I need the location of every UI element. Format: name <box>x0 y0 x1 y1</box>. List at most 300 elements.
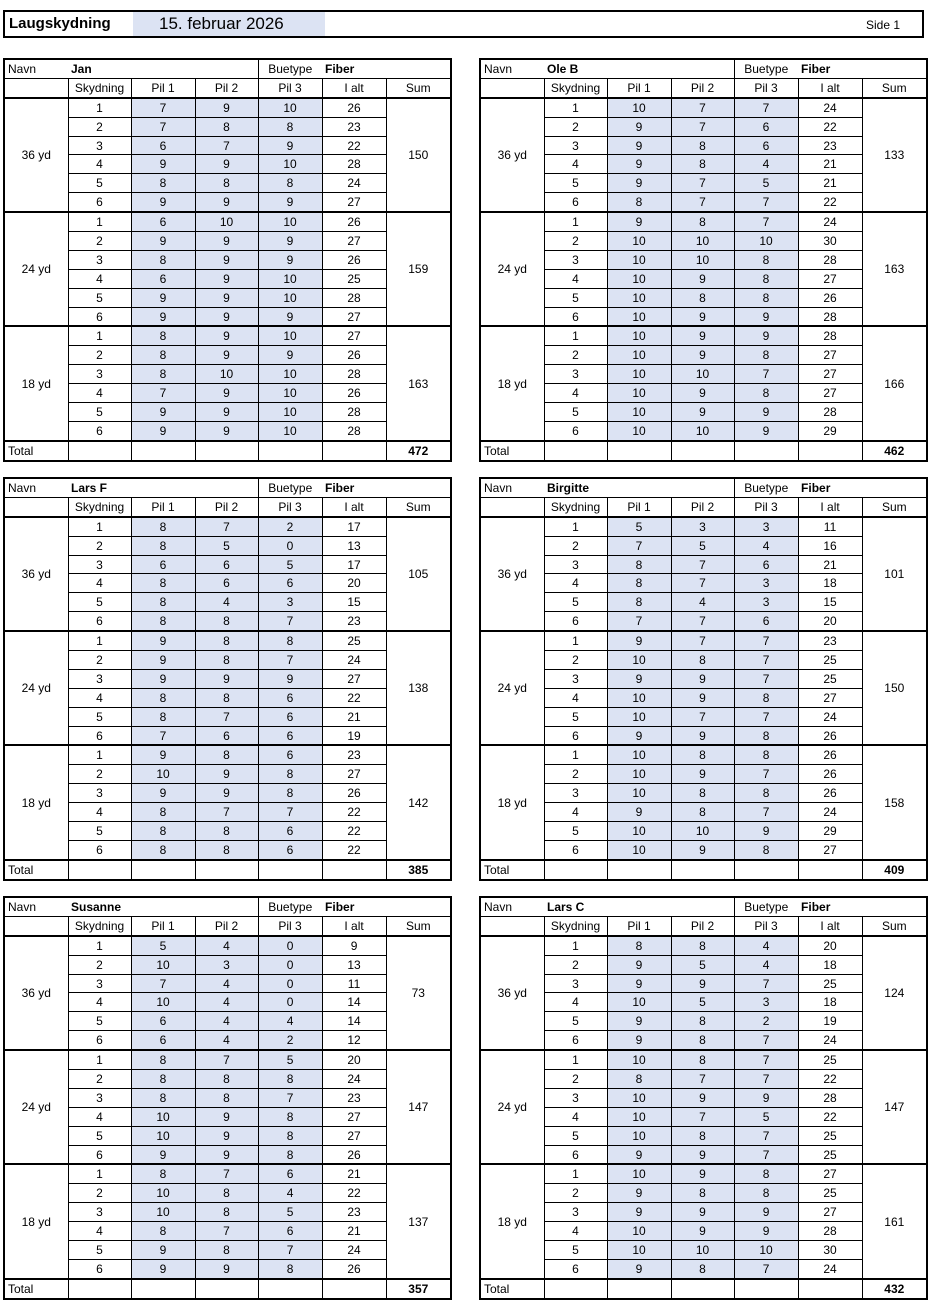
round-sum: 137 <box>386 1164 451 1278</box>
arrow-1-score: 10 <box>131 1126 195 1145</box>
arrow-2-score: 8 <box>671 784 734 803</box>
round-sum: 142 <box>386 745 451 859</box>
end-row <box>4 726 451 745</box>
end-total: 30 <box>798 232 862 251</box>
end-number: 1 <box>68 936 131 955</box>
distance-header <box>480 497 544 516</box>
arrow-1-score: 8 <box>131 517 195 536</box>
navn-label: Navn <box>4 478 68 497</box>
end-total: 25 <box>322 631 386 650</box>
end-total: 22 <box>322 840 386 859</box>
arrow-3-score: 8 <box>258 765 322 784</box>
arrow-3-score: 8 <box>258 117 322 136</box>
empty-cell <box>671 1279 734 1299</box>
arrow-2-score: 7 <box>671 193 734 212</box>
end-total: 22 <box>322 803 386 822</box>
end-total: 22 <box>322 136 386 155</box>
empty-cell <box>386 897 451 916</box>
end-row <box>480 1164 927 1183</box>
arrow-1-score: 9 <box>131 669 195 688</box>
end-row <box>4 784 451 803</box>
end-row <box>480 1088 927 1107</box>
end-total: 13 <box>322 955 386 974</box>
end-total: 20 <box>798 936 862 955</box>
end-total: 22 <box>322 688 386 707</box>
arrow-1-score: 9 <box>131 403 195 422</box>
arrow-3-score: 8 <box>734 840 798 859</box>
end-row <box>4 326 451 345</box>
arrow-2-score: 8 <box>195 651 258 670</box>
navn-label: Navn <box>480 478 544 497</box>
end-number: 5 <box>68 707 131 726</box>
pil1-header: Pil 1 <box>607 78 671 97</box>
arrow-3-score: 8 <box>258 631 322 650</box>
end-total: 18 <box>798 955 862 974</box>
end-number: 5 <box>68 1241 131 1260</box>
arrow-2-score: 10 <box>195 212 258 231</box>
arrow-2-score: 9 <box>195 403 258 422</box>
arrow-2-score: 6 <box>195 574 258 593</box>
ialt-header: I alt <box>322 916 386 935</box>
end-total: 26 <box>322 250 386 269</box>
distance-label: 24 yd <box>4 212 68 326</box>
arrow-2-score: 9 <box>195 669 258 688</box>
arrow-3-score: 9 <box>258 193 322 212</box>
empty-cell <box>734 1279 798 1299</box>
arrow-3-score: 4 <box>734 536 798 555</box>
arrow-3-score: 8 <box>734 1164 798 1183</box>
total-row <box>480 441 927 461</box>
arrow-2-score: 9 <box>671 726 734 745</box>
end-row <box>480 688 927 707</box>
empty-cell <box>258 1279 322 1299</box>
end-row <box>480 669 927 688</box>
end-total: 23 <box>322 1088 386 1107</box>
end-row <box>4 212 451 231</box>
arrow-2-score: 7 <box>671 631 734 650</box>
end-row <box>4 98 451 117</box>
end-number: 2 <box>68 536 131 555</box>
end-number: 3 <box>68 365 131 384</box>
empty-cell <box>607 1279 671 1299</box>
arrow-1-score: 9 <box>131 1145 195 1164</box>
arrow-3-score: 6 <box>258 822 322 841</box>
ialt-header: I alt <box>798 497 862 516</box>
end-number: 1 <box>544 1164 607 1183</box>
end-row <box>480 421 927 440</box>
end-number: 2 <box>68 955 131 974</box>
round-sum: 159 <box>386 212 451 326</box>
arrow-3-score: 5 <box>258 1050 322 1069</box>
end-total: 26 <box>322 784 386 803</box>
round-sum: 166 <box>862 326 927 440</box>
arrow-1-score: 9 <box>607 1145 671 1164</box>
arrow-2-score: 9 <box>671 1203 734 1222</box>
arrow-3-score: 5 <box>258 555 322 574</box>
arrow-2-score: 10 <box>195 365 258 384</box>
end-row <box>4 232 451 251</box>
end-row <box>480 1012 927 1031</box>
end-row <box>4 365 451 384</box>
distance-label: 36 yd <box>480 517 544 631</box>
arrow-1-score: 8 <box>131 612 195 631</box>
arrow-2-score: 8 <box>195 1203 258 1222</box>
end-row <box>4 1145 451 1164</box>
end-number: 5 <box>68 593 131 612</box>
arrow-3-score: 7 <box>734 1050 798 1069</box>
end-number: 5 <box>68 174 131 193</box>
arrow-1-score: 9 <box>131 745 195 764</box>
arrow-2-score: 4 <box>195 974 258 993</box>
arrow-3-score: 9 <box>258 307 322 326</box>
end-total: 17 <box>322 555 386 574</box>
end-number: 2 <box>544 346 607 365</box>
arrow-3-score: 7 <box>734 1259 798 1278</box>
arrow-1-score: 10 <box>607 1164 671 1183</box>
end-total: 23 <box>322 117 386 136</box>
arrow-3-score: 8 <box>734 384 798 403</box>
end-total: 28 <box>322 421 386 440</box>
archer-name: Lars F <box>68 478 258 497</box>
end-total: 24 <box>798 707 862 726</box>
end-total: 20 <box>322 1050 386 1069</box>
arrow-1-score: 9 <box>607 955 671 974</box>
pil3-header: Pil 3 <box>258 916 322 935</box>
arrow-1-score: 10 <box>607 707 671 726</box>
end-row <box>480 269 927 288</box>
total-row <box>4 1279 451 1299</box>
arrow-1-score: 8 <box>131 1070 195 1089</box>
arrow-3-score: 7 <box>734 651 798 670</box>
end-number: 2 <box>544 232 607 251</box>
arrow-2-score: 9 <box>671 384 734 403</box>
end-row <box>4 803 451 822</box>
arrow-2-score: 8 <box>195 1088 258 1107</box>
arrow-1-score: 8 <box>607 593 671 612</box>
empty-cell <box>68 1279 131 1299</box>
empty-cell <box>798 1279 862 1299</box>
distance-label: 18 yd <box>4 745 68 859</box>
arrow-3-score: 10 <box>258 155 322 174</box>
end-row <box>4 688 451 707</box>
end-number: 5 <box>544 288 607 307</box>
end-row <box>480 212 927 231</box>
end-row <box>480 822 927 841</box>
end-total: 23 <box>322 1203 386 1222</box>
arrow-2-score: 9 <box>671 765 734 784</box>
end-row <box>480 993 927 1012</box>
arrow-2-score: 5 <box>671 955 734 974</box>
distance-label: 18 yd <box>480 326 544 440</box>
distance-label: 24 yd <box>480 212 544 326</box>
arrow-1-score: 10 <box>607 269 671 288</box>
arrow-3-score: 9 <box>734 307 798 326</box>
end-total: 22 <box>798 193 862 212</box>
arrow-3-score: 6 <box>734 612 798 631</box>
end-total: 26 <box>322 1145 386 1164</box>
end-number: 2 <box>68 232 131 251</box>
end-row <box>4 955 451 974</box>
end-total: 28 <box>322 403 386 422</box>
total-label: Total <box>4 860 68 880</box>
round-sum: 150 <box>386 98 451 212</box>
arrow-3-score: 6 <box>258 574 322 593</box>
arrow-1-score: 9 <box>131 155 195 174</box>
arrow-1-score: 9 <box>607 974 671 993</box>
arrow-1-score: 10 <box>607 784 671 803</box>
arrow-2-score: 8 <box>671 212 734 231</box>
end-row <box>4 1050 451 1069</box>
arrow-2-score: 3 <box>671 517 734 536</box>
scorecard <box>479 477 928 881</box>
arrow-1-score: 8 <box>131 593 195 612</box>
arrow-2-score: 4 <box>195 1012 258 1031</box>
end-number: 6 <box>68 421 131 440</box>
end-total: 27 <box>798 269 862 288</box>
end-number: 5 <box>68 1126 131 1145</box>
arrow-1-score: 9 <box>607 1259 671 1278</box>
arrow-2-score: 8 <box>671 936 734 955</box>
ialt-header: I alt <box>322 78 386 97</box>
arrow-3-score: 8 <box>734 784 798 803</box>
pil1-header: Pil 1 <box>607 916 671 935</box>
bow-type: Fiber <box>798 59 862 78</box>
end-total: 24 <box>322 1070 386 1089</box>
arrow-2-score: 8 <box>195 612 258 631</box>
arrow-2-score: 4 <box>671 593 734 612</box>
arrow-2-score: 9 <box>195 326 258 345</box>
empty-cell <box>607 441 671 461</box>
end-number: 3 <box>544 365 607 384</box>
end-number: 2 <box>68 1184 131 1203</box>
end-total: 27 <box>322 1126 386 1145</box>
arrow-2-score: 9 <box>195 250 258 269</box>
empty-cell <box>671 441 734 461</box>
end-row <box>4 745 451 764</box>
end-number: 4 <box>544 688 607 707</box>
arrow-2-score: 9 <box>671 307 734 326</box>
end-number: 3 <box>68 1203 131 1222</box>
buetype-label: Buetype <box>734 897 798 916</box>
distance-label: 24 yd <box>4 1050 68 1164</box>
arrow-2-score: 8 <box>195 822 258 841</box>
end-total: 14 <box>322 1012 386 1031</box>
arrow-1-score: 9 <box>607 212 671 231</box>
grand-total: 462 <box>862 441 927 461</box>
skydning-header: Skydning <box>68 497 131 516</box>
end-row <box>4 174 451 193</box>
end-number: 1 <box>544 1050 607 1069</box>
end-number: 1 <box>544 517 607 536</box>
end-row <box>4 936 451 955</box>
arrow-1-score: 8 <box>607 193 671 212</box>
end-row <box>480 1145 927 1164</box>
arrow-1-score: 8 <box>607 936 671 955</box>
end-row <box>4 707 451 726</box>
end-total: 24 <box>798 212 862 231</box>
arrow-1-score: 10 <box>607 993 671 1012</box>
arrow-3-score: 7 <box>258 612 322 631</box>
end-total: 21 <box>322 707 386 726</box>
arrow-3-score: 7 <box>734 1126 798 1145</box>
empty-cell <box>544 441 607 461</box>
arrow-1-score: 10 <box>607 250 671 269</box>
arrow-1-score: 10 <box>607 651 671 670</box>
end-row <box>4 536 451 555</box>
end-total: 20 <box>322 574 386 593</box>
end-number: 3 <box>68 784 131 803</box>
end-row <box>480 326 927 345</box>
scorecard <box>3 896 452 1300</box>
arrow-3-score: 7 <box>734 1031 798 1050</box>
end-total: 27 <box>798 346 862 365</box>
arrow-2-score: 10 <box>671 232 734 251</box>
name-row <box>480 478 927 497</box>
empty-cell <box>322 441 386 461</box>
arrow-1-score: 9 <box>131 232 195 251</box>
empty-cell <box>68 441 131 461</box>
round-sum: 150 <box>862 631 927 745</box>
end-number: 1 <box>544 936 607 955</box>
end-row <box>480 117 927 136</box>
arrow-3-score: 7 <box>734 193 798 212</box>
pil1-header: Pil 1 <box>131 78 195 97</box>
empty-cell <box>131 860 195 880</box>
round-sum: 147 <box>386 1050 451 1164</box>
scorecard <box>479 58 928 462</box>
column-header-row <box>480 497 927 516</box>
arrow-3-score: 5 <box>734 174 798 193</box>
end-row <box>4 1088 451 1107</box>
arrow-3-score: 10 <box>258 403 322 422</box>
end-row <box>4 1070 451 1089</box>
end-row <box>4 193 451 212</box>
end-number: 5 <box>544 1241 607 1260</box>
end-row <box>480 936 927 955</box>
arrow-3-score: 2 <box>734 1012 798 1031</box>
end-number: 4 <box>544 269 607 288</box>
end-total: 25 <box>798 1126 862 1145</box>
end-total: 27 <box>322 193 386 212</box>
arrow-3-score: 8 <box>258 174 322 193</box>
end-number: 4 <box>544 574 607 593</box>
end-number: 1 <box>68 98 131 117</box>
empty-cell <box>798 441 862 461</box>
arrow-3-score: 2 <box>258 1031 322 1050</box>
bow-type: Fiber <box>322 897 386 916</box>
end-total: 11 <box>798 517 862 536</box>
arrow-3-score: 2 <box>258 517 322 536</box>
arrow-3-score: 8 <box>258 784 322 803</box>
arrow-3-score: 0 <box>258 536 322 555</box>
end-row <box>4 651 451 670</box>
arrow-2-score: 8 <box>195 745 258 764</box>
arrow-2-score: 7 <box>671 1107 734 1126</box>
arrow-3-score: 8 <box>734 688 798 707</box>
arrow-1-score: 8 <box>131 174 195 193</box>
distance-label: 24 yd <box>4 631 68 745</box>
end-row <box>4 250 451 269</box>
arrow-2-score: 9 <box>195 193 258 212</box>
arrow-1-score: 10 <box>607 365 671 384</box>
arrow-3-score: 9 <box>258 669 322 688</box>
end-total: 28 <box>798 250 862 269</box>
arrow-1-score: 10 <box>607 346 671 365</box>
arrow-3-score: 7 <box>734 631 798 650</box>
end-number: 3 <box>544 250 607 269</box>
end-number: 3 <box>68 669 131 688</box>
arrow-2-score: 9 <box>195 1107 258 1126</box>
end-row <box>480 745 927 764</box>
arrow-3-score: 9 <box>258 346 322 365</box>
arrow-2-score: 8 <box>195 688 258 707</box>
arrow-2-score: 9 <box>195 269 258 288</box>
end-row <box>480 631 927 650</box>
arrow-3-score: 6 <box>258 840 322 859</box>
end-number: 6 <box>68 1145 131 1164</box>
arrow-1-score: 9 <box>131 307 195 326</box>
arrow-1-score: 6 <box>131 1031 195 1050</box>
arrow-3-score: 4 <box>258 1184 322 1203</box>
arrow-3-score: 4 <box>734 936 798 955</box>
arrow-1-score: 10 <box>607 1241 671 1260</box>
pil3-header: Pil 3 <box>734 497 798 516</box>
arrow-2-score: 7 <box>195 803 258 822</box>
ialt-header: I alt <box>322 497 386 516</box>
end-row <box>4 993 451 1012</box>
end-total: 24 <box>322 174 386 193</box>
end-row <box>480 1222 927 1241</box>
arrow-3-score: 7 <box>258 1088 322 1107</box>
arrow-3-score: 6 <box>734 136 798 155</box>
arrow-2-score: 7 <box>195 1164 258 1183</box>
end-row <box>480 155 927 174</box>
pil1-header: Pil 1 <box>131 497 195 516</box>
end-total: 25 <box>798 651 862 670</box>
arrow-1-score: 8 <box>131 688 195 707</box>
arrow-2-score: 7 <box>671 1070 734 1089</box>
end-number: 1 <box>544 326 607 345</box>
end-row <box>480 1050 927 1069</box>
arrow-2-score: 9 <box>195 307 258 326</box>
arrow-2-score: 7 <box>671 98 734 117</box>
end-total: 26 <box>322 212 386 231</box>
distance-header <box>480 78 544 97</box>
arrow-2-score: 9 <box>671 840 734 859</box>
arrow-1-score: 7 <box>131 384 195 403</box>
grand-total: 409 <box>862 860 927 880</box>
arrow-3-score: 7 <box>734 974 798 993</box>
empty-cell <box>258 860 322 880</box>
end-number: 6 <box>68 193 131 212</box>
end-number: 3 <box>544 784 607 803</box>
pil2-header: Pil 2 <box>671 78 734 97</box>
arrow-3-score: 6 <box>734 117 798 136</box>
end-row <box>480 1126 927 1145</box>
end-row <box>4 1126 451 1145</box>
arrow-2-score: 8 <box>195 174 258 193</box>
end-total: 18 <box>798 574 862 593</box>
empty-cell <box>195 860 258 880</box>
arrow-2-score: 6 <box>195 555 258 574</box>
arrow-2-score: 9 <box>195 346 258 365</box>
arrow-1-score: 9 <box>607 1184 671 1203</box>
arrow-1-score: 10 <box>131 765 195 784</box>
end-total: 27 <box>322 765 386 784</box>
arrow-2-score: 7 <box>195 1222 258 1241</box>
end-number: 6 <box>544 726 607 745</box>
end-row <box>480 288 927 307</box>
